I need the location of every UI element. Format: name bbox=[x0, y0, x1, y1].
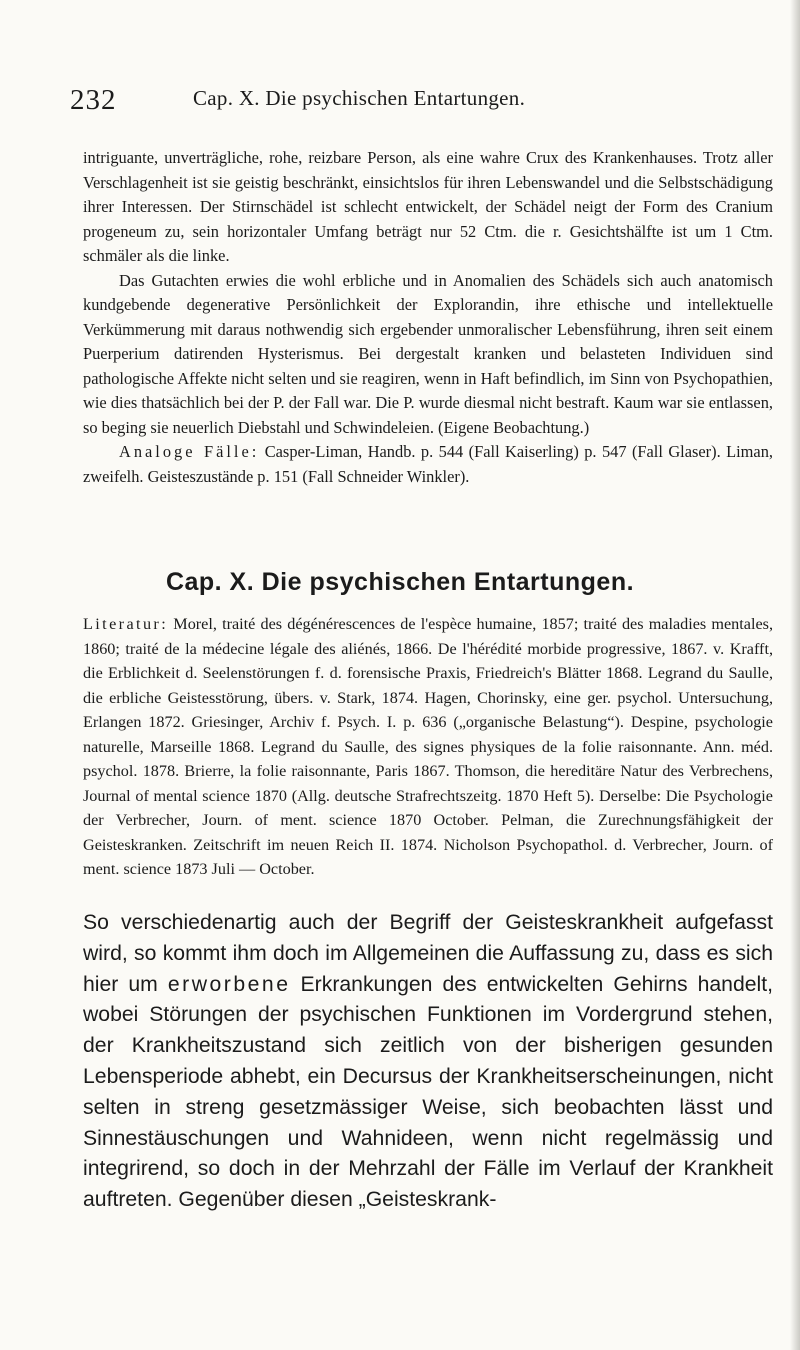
emphasized-word: erworbene bbox=[167, 972, 291, 996]
page-edge-shadow bbox=[790, 0, 800, 1350]
paragraph-analogous-cases bbox=[83, 440, 773, 489]
analogous-cases-label: Analoge Fälle: bbox=[119, 442, 260, 461]
page-header bbox=[70, 84, 770, 124]
case-report-text bbox=[83, 146, 773, 489]
paragraph-case-description: intriguante, unverträgliche, rohe, reizbare Person, als eine wahre Crux des Krankenhauses. Trotz aller Verschlagenheit ist sie geistig beschränkt, einsichtslos für ihren Lebenswandel und die Selbstschädigung ihrer Interessen. Der Stirnschädel ist schlecht entwickelt, der Schädel neigt der Form des Cranium progeneum zu, sein horizontaler Umfang beträgt nur 52 Ctm. die r. Gesichtshälfte ist um 1 Ctm. schmäler als die linke. bbox=[83, 148, 773, 265]
analogous-cases-text: Casper-Liman, Handb. p. 544 (Fall Kaiserling) p. 547 (Fall Glaser). Liman, zweifelh. Geisteszustände p. 151 (Fall Schneider Winkler). bbox=[83, 442, 773, 486]
main-text-part-1: So verschiedenartig auch der Begriff der Geisteskrankheit aufgefasst wird, so kommt ihm doch im Allgemeinen die Auffassung zu, dass es sich hier um bbox=[83, 911, 773, 996]
paragraph-definition bbox=[83, 908, 773, 1216]
main-text bbox=[83, 908, 773, 1216]
running-head: Cap. X. Die psychischen Entartungen. bbox=[193, 86, 526, 110]
literature-text: Morel, traité des dégénérescences de l'espèce humaine, 1857; traité des maladies mentales, 1860; traité de la médecine légale des aliénés, 1866. De l'hérédité morbide progressive, 1867. v. Krafft, die Erblichkeit d. Seelenstörungen f. d. forensische Praxis, Friedreich's Blätter 1868. Legrand du Saulle, die erbliche Geistesstörung, übers. v. Stark, 1874. Hagen, Chorinsky, eine ger. psychol. Untersuchung, Erlangen 1872. Griesinger, Archiv f. Psych. I. p. 636 („organische Belastung“). Despine, psychologie naturelle, Marseille 1868. Legrand du Saulle, des signes physiques de la folie raisonnante. Ann. méd. psychol. 1878. Brierre, la folie raisonnante, Paris 1867. Thomson, die hereditäre Natur des Verbrechens, Journal of mental science 1870 (Allg. deutsche Strafrechtszeitg. 1870 Heft 5). Derselbe: Die Psychologie der Verbrecher, Journ. of ment. science 1870 October. Pelman, die Zurechnungsfähigkeit der Geisteskranken. Zeitschrift im neuen Reich II. 1874. Nicholson Psychopathol. d. Verbrecher, Journ. of ment. science 1873 Juli — October. bbox=[83, 615, 773, 878]
paragraph-expert-opinion: Das Gutachten erwies die wohl erbliche und in Anomalien des Schädels sich auch anatomisch kundgebende degenerative Persönlichkeit der Explorandin, ihre ethische und intellektuelle Verkümmerung mit daraus nothwendig sich ergebender unmoralischer Lebensführung, ihren seit einem Puerperium datirenden Hysterismus. Bei dergestalt kranken und belasteten Individuen sind pathologische Affekte nicht selten und sie reagiren, wenn in Haft befindlich, im Sinn von Psychopathien, wie dies thatsächlich bei der P. der Fall war. Die P. wurde diesmal nicht bestraft. Kaum war sie entlassen, so beging sie neuerlich Diebstahl und Schwindeleien. (Eigene Beobachtung.) bbox=[83, 270, 773, 437]
main-text-part-2: Erkrankungen des entwickelten Gehirns handelt, wobei Störungen der psychischen Funktionen im Vordergrund stehen, der Krankheitszustand sich zeitlich von der bisherigen gesunden Lebensperiode abhebt, ein Decursus der Krankheitserscheinungen, nicht selten in streng gesetzmässiger Weise, sich beobachten lässt und Sinnestäuschungen und Wahnideen, wenn nicht regelmässig und integrirend, so doch in der Mehrzahl der Fälle im Verlauf der Krankheit auftreten. Gegenüber diesen „Geisteskrank- bbox=[83, 972, 774, 1212]
literature-paragraph bbox=[83, 612, 773, 882]
literature-label: Literatur: bbox=[83, 615, 169, 633]
literature-section bbox=[83, 612, 773, 882]
chapter-title: Cap. X. Die psychischen Entartungen. bbox=[165, 568, 635, 596]
page-number: 232 bbox=[70, 84, 117, 116]
